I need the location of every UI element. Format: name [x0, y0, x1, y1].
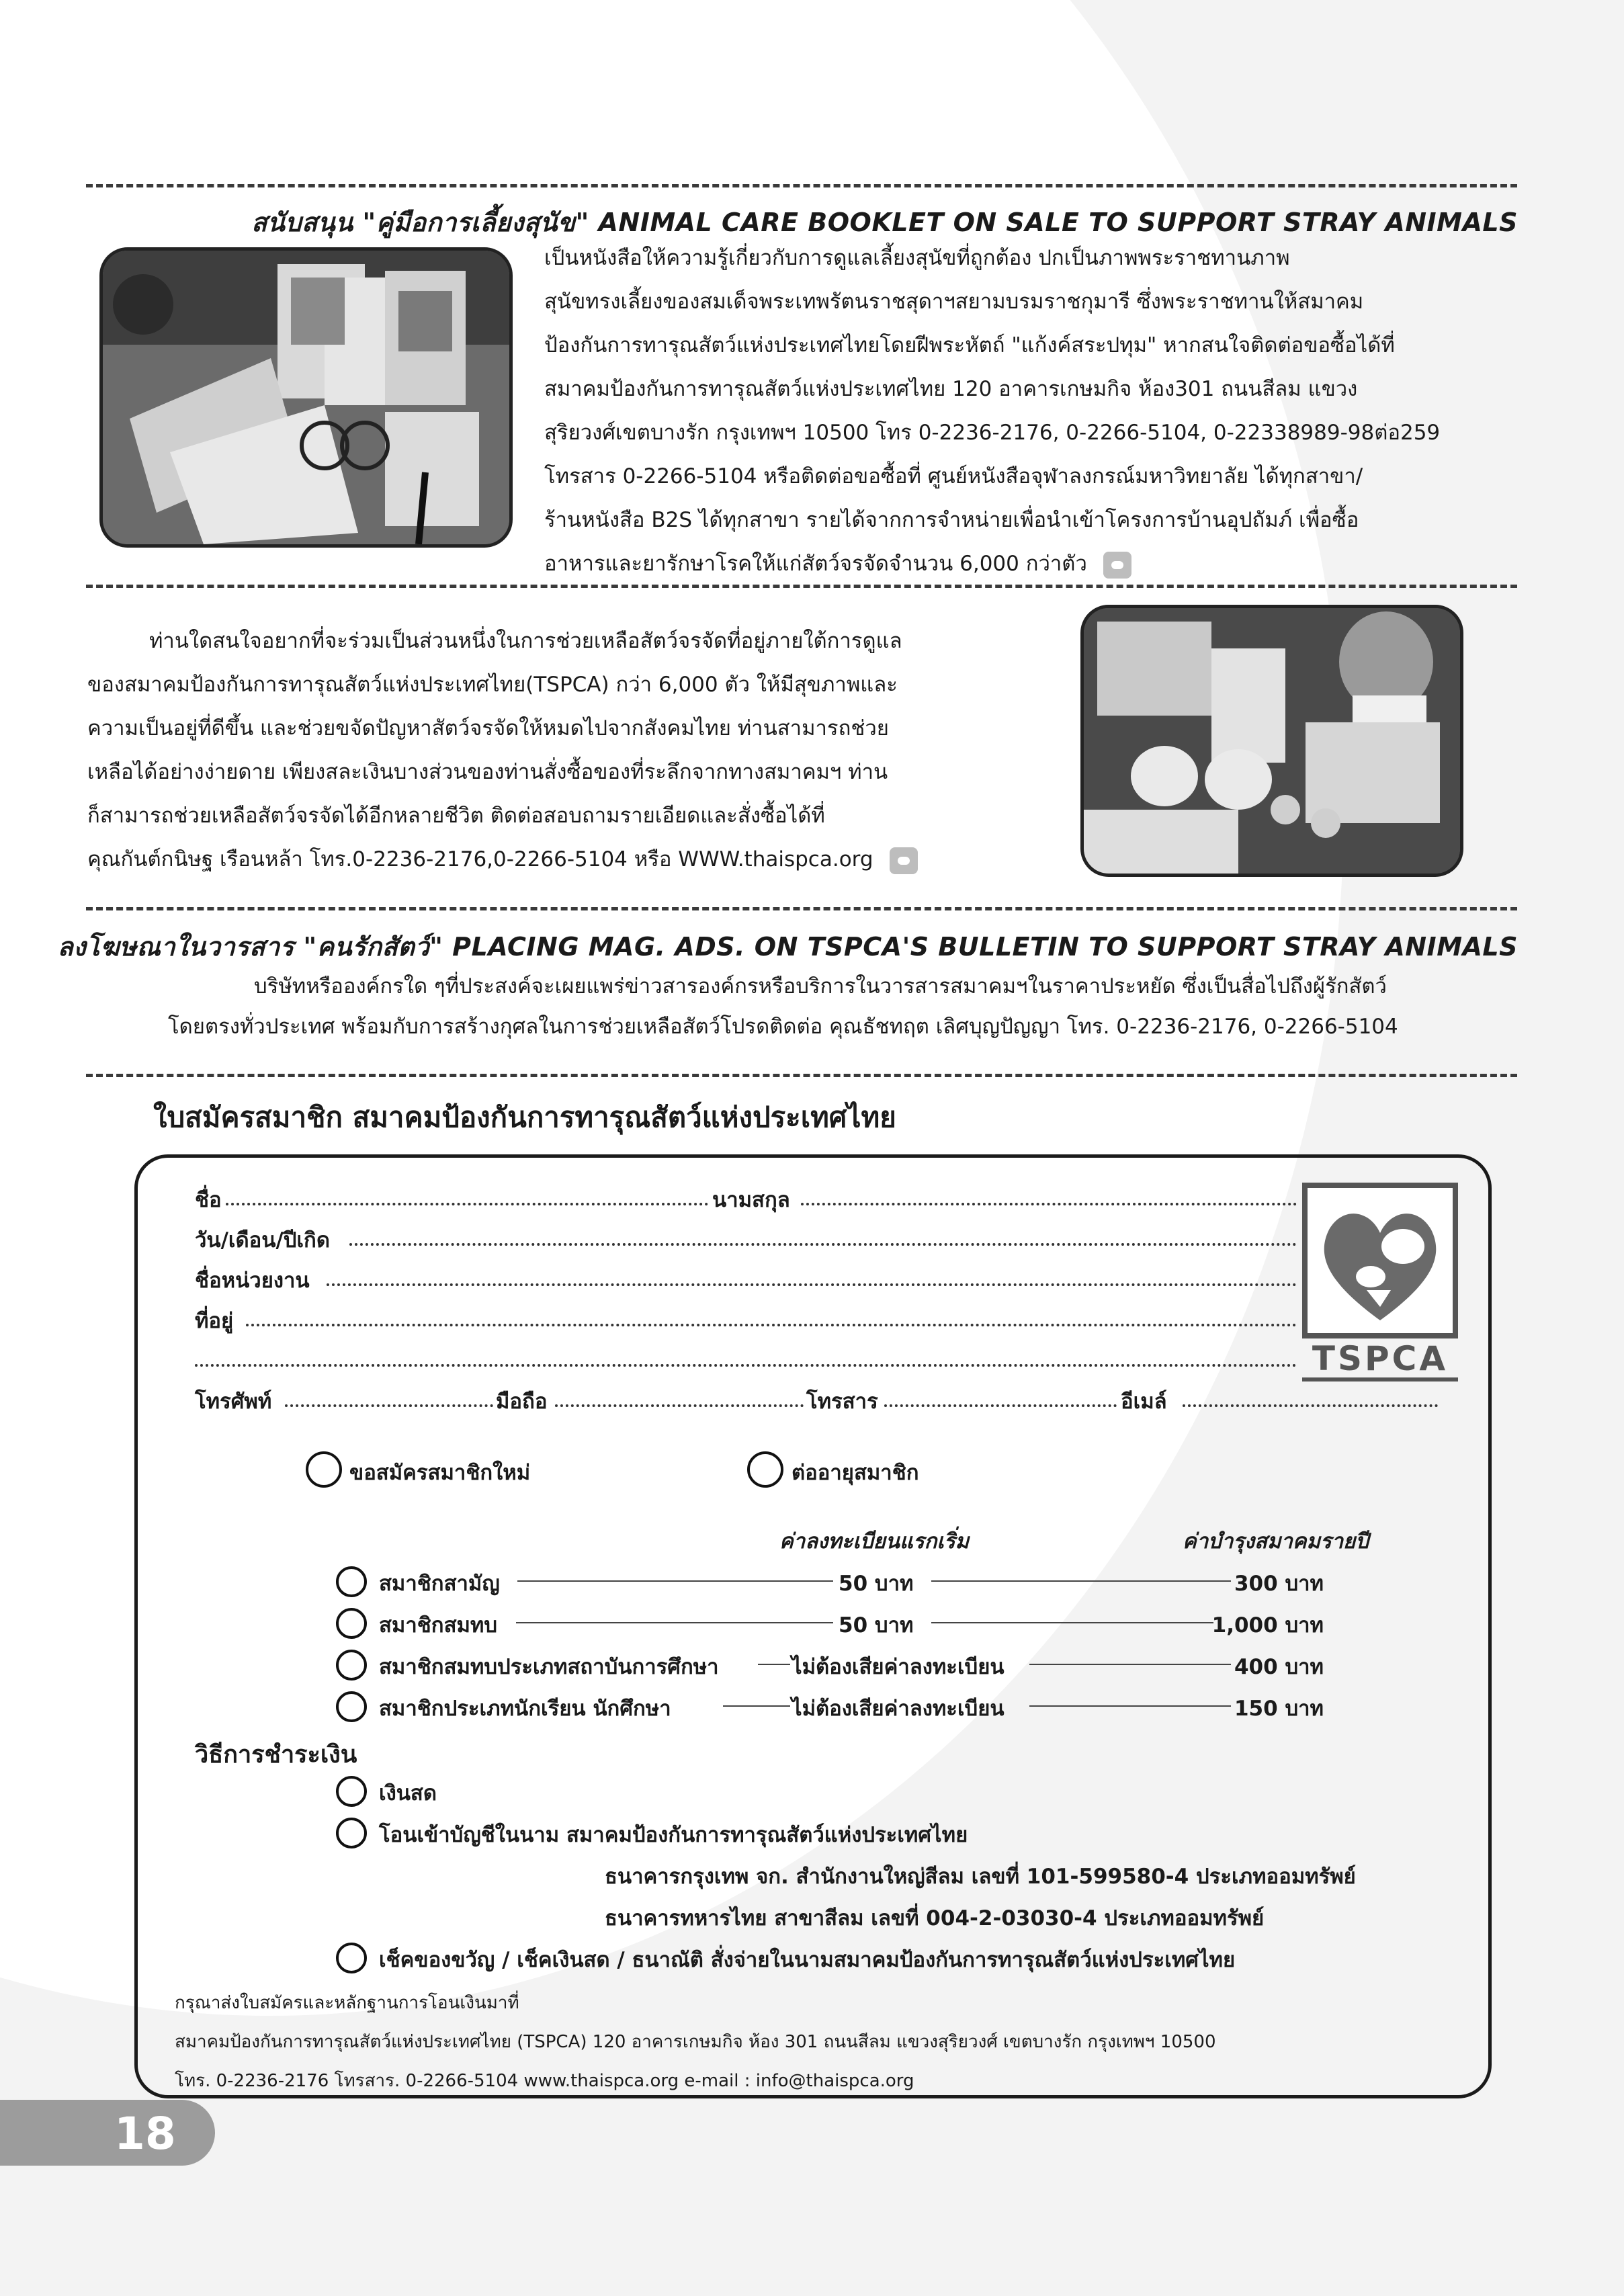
booklet-line: เป็นหนังสือให้ความรู้เกี่ยวกับการดูแลเลี้ยงสุนัขที่ถูกต้อง ปกเป็นภาพพระราชทานภาพ — [544, 246, 1290, 270]
surname-field[interactable] — [801, 1203, 1297, 1205]
leader-line — [1029, 1664, 1231, 1665]
membership-student-radio[interactable] — [336, 1691, 367, 1722]
membership-associate-radio[interactable] — [336, 1608, 367, 1639]
apply-new-radio[interactable] — [306, 1451, 342, 1488]
membership-regular-radio[interactable] — [336, 1566, 367, 1597]
booklet-line: โทรสาร 0-2266-5104 หรือติดต่อขอซื้อที่ ศูนย์หนังสือจุฬาลงกรณ์มหาวิทยาลัย ได้ทุกสาขา/ — [544, 464, 1363, 488]
email-label: อีเมล์ — [1121, 1390, 1167, 1414]
annual-fee: 300 บาท — [1234, 1572, 1324, 1596]
birthdate-field[interactable] — [349, 1243, 1297, 1246]
souvenir-paragraph — [87, 620, 918, 882]
dashed-divider — [86, 585, 1517, 588]
phone-field[interactable] — [285, 1404, 493, 1407]
ads-line: บริษัทหรือองค์กรใด ๆที่ประสงค์จะเผยแพร่ข่าวสารองค์กรหรือบริการในวารสารสมาคมฯในราคาประหยัด ซึ่งเป็นสื่อไปถึงผู้รักสัตว์ — [254, 974, 1387, 998]
form-title: ใบสมัครสมาชิก สมาคมป้องกันการทารุณสัตว์แห่งประเทศไทย — [153, 1101, 896, 1134]
bank-account-2: ธนาคารทหารไทย สาขาสีลม เลขที่ 004-2-03030-4 ประเภทออมทรัพย์ — [605, 1906, 1265, 1930]
dashed-divider — [86, 184, 1517, 187]
fax-label: โทรสาร — [806, 1390, 878, 1414]
ads-headline: ลงโฆษณาในวารสาร "คนรักสัตว์" PLACING MAG. ADS. ON TSPCA'S BULLETIN TO SUPPORT STRAY ANIMALS — [57, 932, 1518, 962]
annual-fee: 1,000 บาท — [1211, 1613, 1324, 1638]
souvenir-photo — [1080, 605, 1463, 877]
leader-line — [931, 1580, 1231, 1582]
tspca-logo — [1302, 1183, 1458, 1377]
email-field[interactable] — [1183, 1404, 1438, 1407]
payment-cheque-label: เช็คของขวัญ / เช็คเงินสด / ธนาณัติ สั่งจ่ายในนามสมาคมป้องกันการทารุณสัตว์แห่งประเทศไทย — [379, 1948, 1236, 1972]
name-label: ชื่อ — [195, 1188, 222, 1212]
surname-label: นามสกุล — [712, 1188, 790, 1212]
renew-label: ต่ออายุสมาชิก — [792, 1461, 919, 1485]
souvenir-line: เหลือได้อย่างง่ายดาย เพียงสละเงินบางส่วนของท่านสั่งซื้อของที่ระลึกจากทางสมาคมฯ ท่าน — [87, 760, 888, 784]
leader-line — [516, 1622, 833, 1623]
payment-title: วิธีการชำระเงิน — [195, 1741, 357, 1769]
membership-label: สมาชิกสมทบ — [379, 1613, 498, 1638]
membership-label: สมาชิกสมทบประเภทสถาบันการศึกษา — [379, 1655, 719, 1679]
name-field[interactable] — [226, 1203, 708, 1205]
renew-radio[interactable] — [747, 1451, 783, 1488]
booklet-headline: สนับสนุน "คู่มือการเลี้ยงสุนัข" ANIMAL CARE BOOKLET ON SALE TO SUPPORT STRAY ANIMALS — [251, 208, 1518, 237]
payment-cash-radio[interactable] — [336, 1776, 367, 1807]
fax-field[interactable] — [884, 1404, 1117, 1407]
page-number: 18 — [114, 2108, 176, 2160]
apply-new-label: ขอสมัครสมาชิกใหม่ — [349, 1461, 531, 1485]
souvenir-line: คุณกันต์กนิษฐ เรือนหล้า โทร.0-2236-2176,0-2266-5104 หรือ WWW.thaispca.org — [87, 847, 873, 871]
phone-label: โทรศัพท์ — [195, 1390, 272, 1414]
booklet-line: สุนัขทรงเลี้ยงของสมเด็จพระเทพรัตนราชสุดาฯสยามบรมราชกุมารี ซึ่งพระราชทานให้สมาคม — [544, 290, 1364, 314]
souvenir-photo-illustration — [1084, 608, 1460, 874]
address-field[interactable] — [246, 1324, 1297, 1326]
booklet-line: ป้องกันการทารุณสัตว์แห่งประเทศไทยโดยฝีพระหัตถ์ "แก้งค์สระปทุม" หากสนใจติดต่อขอซื้อได้ที่ — [544, 333, 1395, 357]
payment-transfer-radio[interactable] — [336, 1818, 367, 1848]
booklet-line: อาหารและยารักษาโรคให้แก่สัตว์จรจัดจำนวน 6,000 กว่าตัว — [544, 552, 1087, 576]
address-label: ที่อยู่ — [195, 1309, 234, 1333]
ads-line: โดยตรงทั่วประเทศ พร้อมกับการสร้างกุศลในการช่วยเหลือสัตว์โปรดติดต่อ คุณธัชทฤต เลิศบุญปัญญา โทร. 0-2236-2176, 0-2266-5104 — [168, 1015, 1398, 1039]
form-footer-contact: โทร. 0-2236-2176 โทรสาร. 0-2266-5104 www.thaispca.org e-mail : info@thaispca.org — [175, 2071, 914, 2091]
page-number-tab — [0, 2100, 215, 2166]
booklet-line: สุริยวงศ์เขตบางรัก กรุงเทพฯ 10500 โทร 0-2236-2176, 0-2266-5104, 0-22338989-98ต่อ259 — [544, 421, 1441, 445]
registration-fee: 50 บาท — [839, 1613, 914, 1638]
mobile-label: มือถือ — [496, 1390, 548, 1414]
souvenir-line: ความเป็นอยู่ที่ดีขึ้น และช่วยขจัดปัญหาสัตว์จรจัดให้หมดไปจากสังคมไทย ท่านสามารถช่วย — [87, 716, 889, 740]
registration-fee: 50 บาท — [839, 1572, 914, 1596]
annual-column-header: ค่าบำรุงสมาคมรายปี — [1183, 1529, 1369, 1554]
leader-line — [517, 1580, 833, 1582]
registration-fee: ไม่ต้องเสียค่าลงทะเบียน — [792, 1697, 1005, 1721]
payment-transfer-label: โอนเข้าบัญชีในนาม สมาคมป้องกันการทารุณสัตว์แห่งประเทศไทย — [379, 1823, 968, 1847]
organization-label: ชื่อหน่วยงาน — [195, 1269, 310, 1293]
booklet-line: สมาคมป้องกันการทารุณสัตว์แห่งประเทศไทย 120 อาคารเกษมกิจ ห้อง301 ถนนสีลม แขวง — [544, 377, 1358, 401]
dog-face-icon — [1103, 552, 1131, 579]
souvenir-line: ท่านใดสนใจอยากที่จะร่วมเป็นส่วนหนึ่งในการช่วยเหลือสัตว์จรจัดที่อยู่ภายใต้การดูแล — [149, 629, 902, 653]
annual-fee: 400 บาท — [1234, 1655, 1324, 1679]
payment-cash-label: เงินสด — [379, 1781, 437, 1805]
tspca-heart-logo — [1302, 1183, 1458, 1338]
booklet-photo-illustration — [103, 251, 509, 544]
dog-face-icon — [890, 847, 918, 874]
annual-fee: 150 บาท — [1234, 1697, 1324, 1721]
dashed-divider — [86, 1074, 1517, 1077]
souvenir-line: ก็สามารถช่วยเหลือสัตว์จรจัดได้อีกหลายชีวิต ติดต่อสอบถามรายเอียดและสั่งซื้อได้ที่ — [87, 804, 825, 828]
dashed-divider — [86, 907, 1517, 910]
membership-label: สมาชิกสามัญ — [379, 1572, 500, 1596]
registration-fee: ไม่ต้องเสียค่าลงทะเบียน — [792, 1655, 1005, 1679]
birthdate-label: วัน/เดือน/ปีเกิด — [195, 1228, 330, 1252]
payment-cheque-radio[interactable] — [336, 1943, 367, 1973]
booklet-line: ร้านหนังสือ B2S ได้ทุกสาขา รายได้จากการจำหน่ายเพื่อนำเข้าโครงการบ้านอุปถัมภ์ เพื่อซื้อ — [544, 508, 1359, 532]
tspca-logo-text: TSPCA — [1302, 1340, 1458, 1381]
membership-label: สมาชิกประเภทนักเรียน นักศึกษา — [379, 1697, 671, 1721]
form-footer-address: สมาคมป้องกันการทารุณสัตว์แห่งประเทศไทย (TSPCA) 120 อาคารเกษมกิจ ห้อง 301 ถนนสีลม แขวงสุริยวงศ์ เขตบางรัก กรุงเทพฯ 10500 — [175, 2032, 1216, 2052]
organization-field[interactable] — [327, 1283, 1297, 1286]
leader-line — [1029, 1705, 1231, 1707]
booklet-photo — [99, 247, 513, 548]
address-field-line2[interactable] — [195, 1364, 1297, 1367]
leader-line — [758, 1664, 790, 1665]
form-footer-note: กรุณาส่งใบสมัครและหลักฐานการโอนเงินมาที่ — [175, 1993, 519, 2013]
membership-institution-radio[interactable] — [336, 1650, 367, 1681]
ads-paragraph — [168, 966, 1398, 1047]
souvenir-line: ของสมาคมป้องกันการทารุณสัตว์แห่งประเทศไทย(TSPCA) กว่า 6,000 ตัว ให้มีสุขภาพและ — [87, 673, 898, 697]
booklet-paragraph — [544, 237, 1440, 586]
leader-line — [723, 1705, 790, 1707]
registration-column-header: ค่าลงทะเบียนแรกเริ่ม — [779, 1529, 970, 1554]
mobile-field[interactable] — [555, 1404, 804, 1407]
leader-line — [931, 1622, 1213, 1623]
bank-account-1: ธนาคารกรุงเทพ จก. สำนักงานใหญ่สีลม เลขที่ 101-599580-4 ประเภทออมทรัพย์ — [605, 1865, 1356, 1889]
